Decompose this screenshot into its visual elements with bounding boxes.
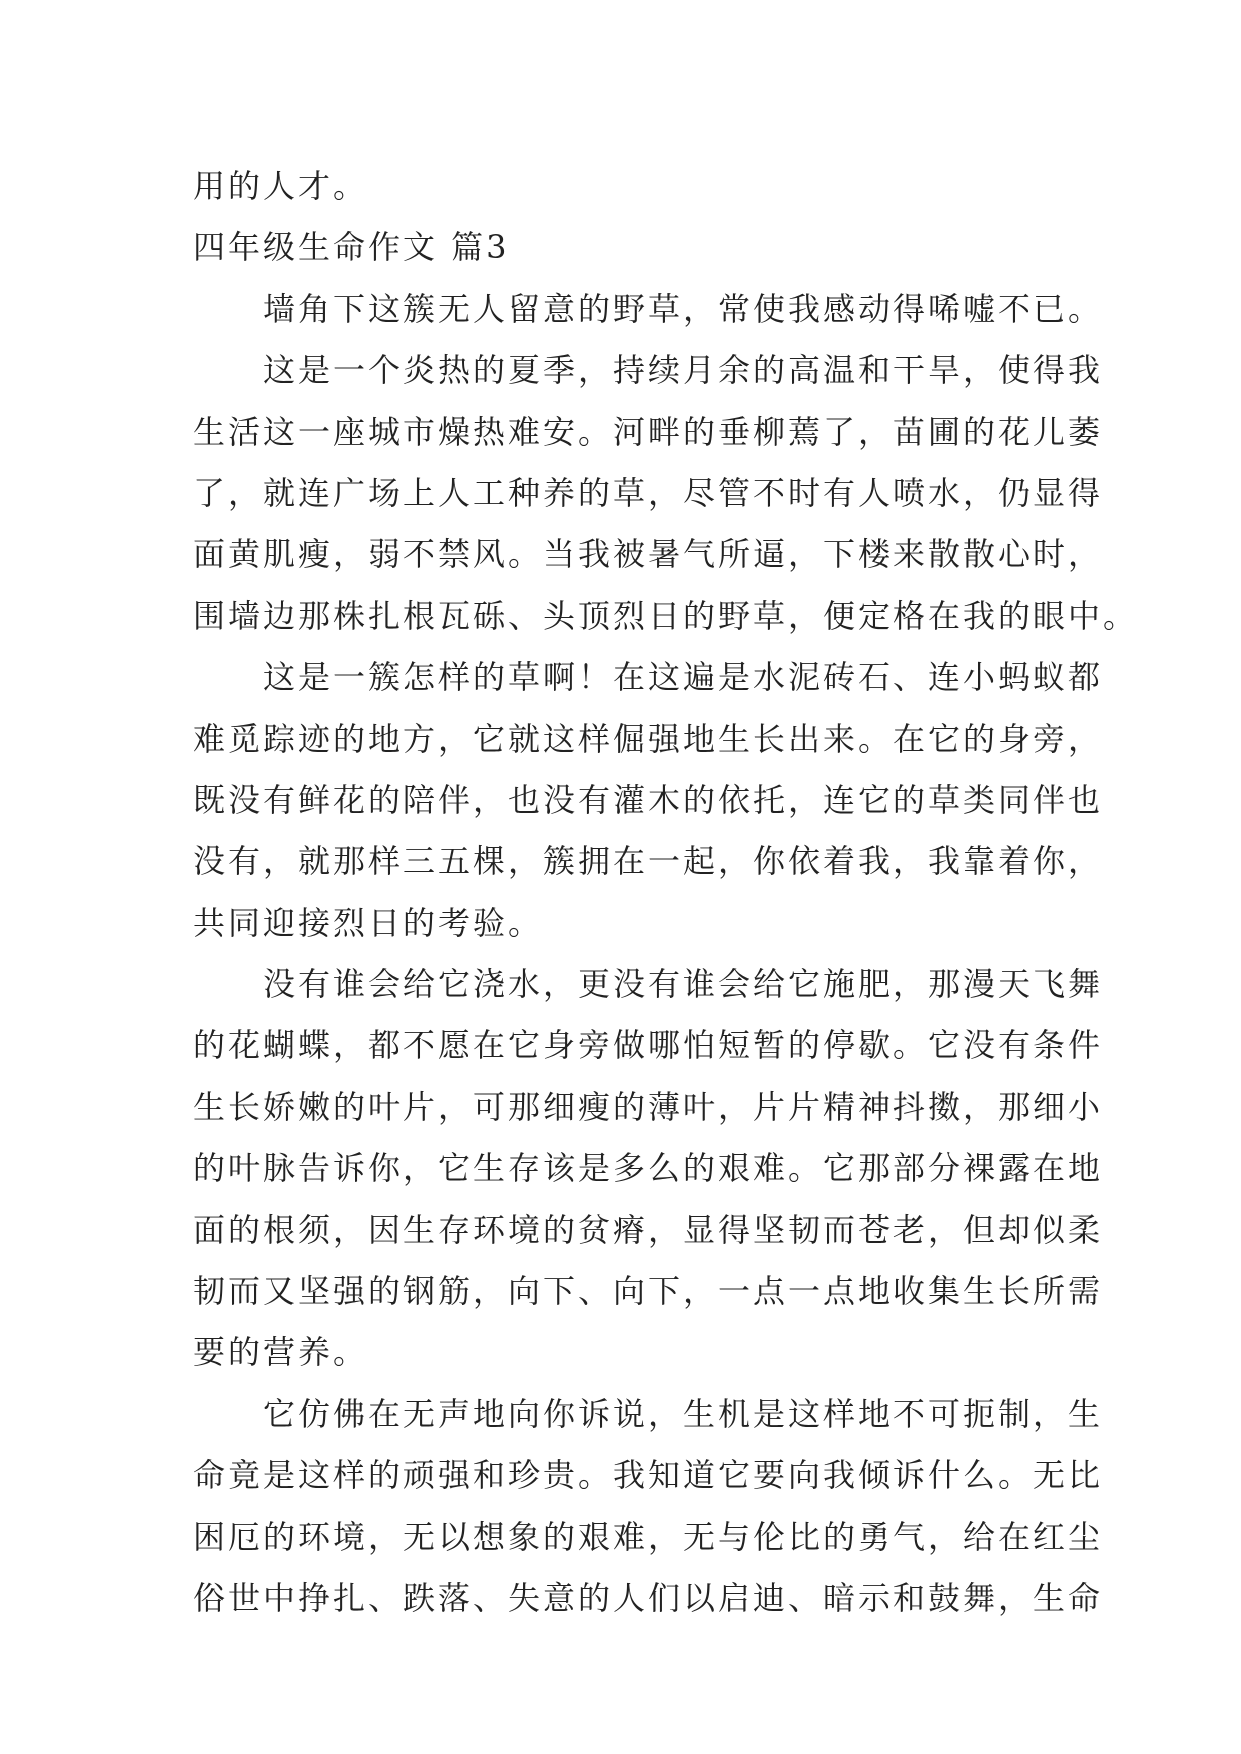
text-line: 的叶脉告诉你，它生存该是多么的艰难。它那部分裸露在地 bbox=[193, 1149, 1104, 1188]
text-line: 的花蝴蝶，都不愿在它身旁做哪怕短暂的停歇。它没有条件 bbox=[193, 1026, 1104, 1065]
text-line: 这是一簇怎样的草啊！在这遍是水泥砖石、连小蚂蚁都 bbox=[193, 658, 1104, 697]
text-line: 俗世中挣扎、跌落、失意的人们以启迪、暗示和鼓舞，生命 bbox=[193, 1578, 1104, 1617]
text-line: 难觅踪迹的地方，它就这样倔强地生长出来。在它的身旁， bbox=[193, 719, 1104, 758]
text-line: 这是一个炎热的夏季，持续月余的高温和干旱，使得我 bbox=[193, 351, 1104, 390]
essay-text bbox=[193, 156, 1139, 1629]
text-line: 命竟是这样的顽强和珍贵。我知道它要向我倾诉什么。无比 bbox=[193, 1456, 1104, 1495]
text-line: 没有，就那样三五棵，簇拥在一起，你依着我，我靠着你， bbox=[193, 842, 1104, 881]
text-line: 既没有鲜花的陪伴，也没有灌木的依托，连它的草类同伴也 bbox=[193, 780, 1104, 819]
text-line: 它仿佛在无声地向你诉说，生机是这样地不可扼制，生 bbox=[193, 1394, 1104, 1433]
text-line: 面的根须，因生存环境的贫瘠，显得坚韧而苍老，但却似柔 bbox=[193, 1210, 1104, 1249]
section-heading: 四年级生命作文 篇3 bbox=[193, 228, 510, 267]
text-line: 没有谁会给它浇水，更没有谁会给它施肥，那漫天飞舞 bbox=[193, 965, 1104, 1004]
text-line: 生活这一座城市燥热难安。河畔的垂柳蔫了，苗圃的花儿萎 bbox=[193, 412, 1104, 451]
text-line: 困厄的环境，无以想象的艰难，无与伦比的勇气，给在红尘 bbox=[193, 1517, 1104, 1556]
text-line: 共同迎接烈日的考验。 bbox=[193, 903, 544, 942]
text-line: 围墙边那株扎根瓦砾、头顶烈日的野草，便定格在我的眼中。 bbox=[193, 596, 1139, 635]
text-line: 墙角下这簇无人留意的野草，常使我感动得唏嘘不已。 bbox=[193, 289, 1104, 328]
text-line: 了，就连广场上人工种养的草，尽管不时有人喷水，仍显得 bbox=[193, 473, 1104, 512]
text-line: 生长娇嫩的叶片，可那细瘦的薄叶，片片精神抖擞，那细小 bbox=[193, 1087, 1104, 1126]
text-line: 面黄肌瘦，弱不禁风。当我被暑气所逼，下楼来散散心时， bbox=[193, 535, 1104, 574]
text-line: 要的营养。 bbox=[193, 1333, 369, 1372]
text-line: 韧而又坚强的钢筋，向下、向下，一点一点地收集生长所需 bbox=[193, 1272, 1104, 1311]
text-line: 用的人才。 bbox=[193, 167, 369, 205]
